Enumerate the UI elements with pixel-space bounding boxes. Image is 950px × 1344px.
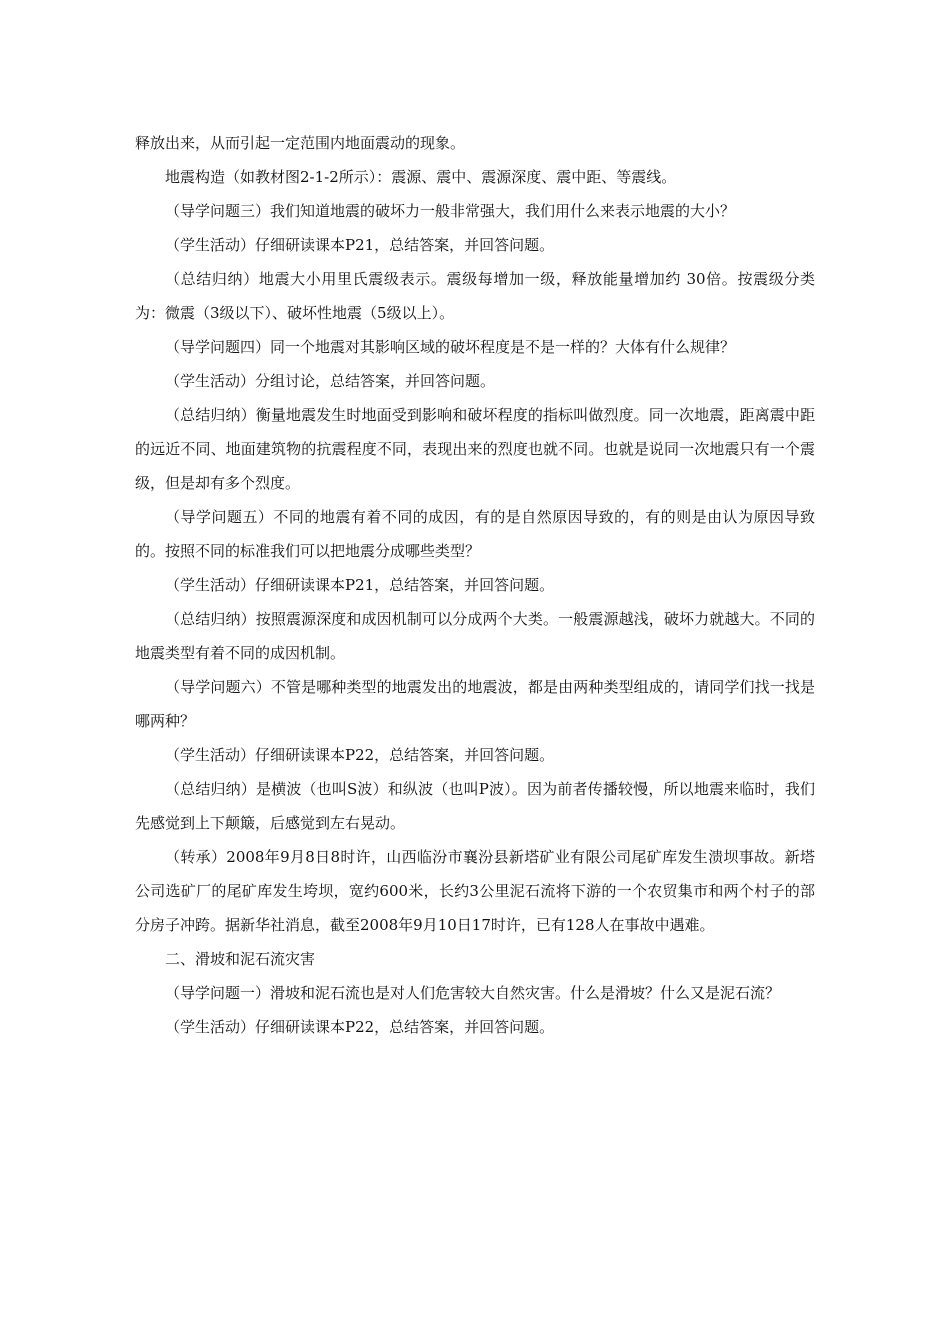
paragraph-guide-question-1: （导学问题一）滑坡和泥石流也是对人们危害较大自然灾害。什么是滑坡？什么又是泥石流？ xyxy=(165,984,781,1002)
paragraph-summary-waves: （总结归纳）是横波（也叫S波）和纵波（也叫P波）。因为前者传播较慢，所以地震来临时，我们先感觉到上下颠簸，后感觉到左右晃动。 xyxy=(135,780,815,832)
paragraph-summary-types: （总结归纳）按照震源深度和成因机制可以分成两个大类。一般震源越浅，破坏力就越大。不同的地震类型有着不同的成因机制。 xyxy=(135,610,815,662)
paragraph-summary-intensity: （总结归纳）衡量地震发生时地面受到影响和破坏程度的指标叫做烈度。同一次地震，距离震中距的远近不同、地面建筑物的抗震程度不同，表现出来的烈度也就不同。也就是说同一次地震只有一个震级，但是却有多个烈度。 xyxy=(135,406,815,492)
paragraph-student-activity: （学生活动）分组讨论，总结答案，并回答问题。 xyxy=(165,372,496,390)
paragraph-continuation: 释放出来，从而引起一定范围内地面震动的现象。 xyxy=(135,134,466,152)
paragraph-earthquake-structure: 地震构造（如教材图2-1-2所示）：震源、震中、震源深度、震中距、等震线。 xyxy=(165,168,677,186)
document-body xyxy=(135,126,815,1044)
paragraph-student-activity: （学生活动）仔细研读课本P21，总结答案，并回答问题。 xyxy=(165,236,555,254)
paragraph-student-activity: （学生活动）仔细研读课本P21，总结答案，并回答问题。 xyxy=(165,576,555,594)
section-heading-landslide: 二、滑坡和泥石流灾害 xyxy=(165,950,316,968)
paragraph-summary-magnitude: （总结归纳）地震大小用里氏震级表示。震级每增加一级，释放能量增加约 30倍。按震级分类为：微震（3级以下）、破坏性地震（5级以上）。 xyxy=(135,270,815,322)
paragraph-guide-question-4: （导学问题四）同一个地震对其影响区域的破坏程度是不是一样的？大体有什么规律？ xyxy=(165,338,736,356)
paragraph-guide-question-3: （导学问题三）我们知道地震的破坏力一般非常强大，我们用什么来表示地震的大小？ xyxy=(165,202,736,220)
paragraph-student-activity: （学生活动）仔细研读课本P22，总结答案，并回答问题。 xyxy=(165,746,555,764)
paragraph-guide-question-6: （导学问题六）不管是哪种类型的地震发出的地震波，都是由两种类型组成的，请同学们找一找是哪两种？ xyxy=(135,678,815,730)
paragraph-transition: （转承）2008年9月8日8时许，山西临汾市襄汾县新塔矿业有限公司尾矿库发生溃坝事故。新塔公司选矿厂的尾矿库发生垮坝，宽约600米，长约3公里泥石流将下游的一个农贸集市和两个村子的部分房子冲跨。据新华社消息，截至2008年9月10日17时许，已有128人在事故中遇难。 xyxy=(135,848,815,934)
paragraph-guide-question-5: （导学问题五）不同的地震有着不同的成因，有的是自然原因导致的，有的则是由认为原因导致的。按照不同的标准我们可以把地震分成哪些类型？ xyxy=(135,508,815,560)
paragraph-student-activity: （学生活动）仔细研读课本P22，总结答案，并回答问题。 xyxy=(165,1018,555,1036)
